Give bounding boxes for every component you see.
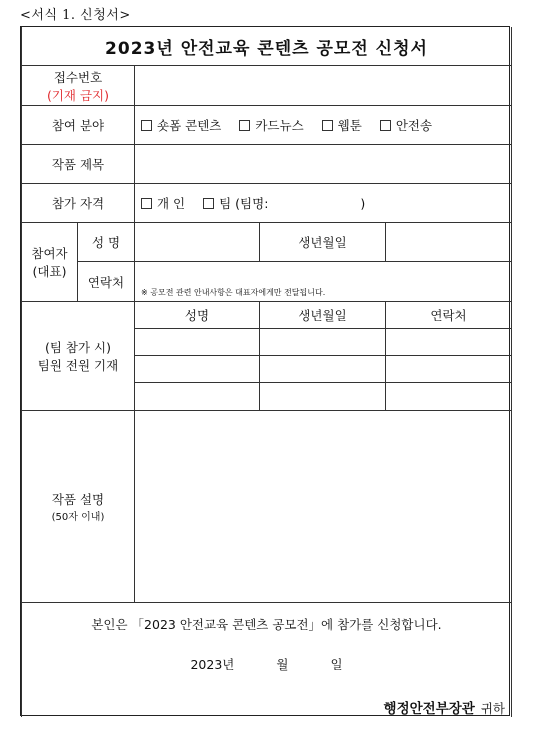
- recipient-line: [22, 697, 511, 717]
- category-options: [135, 106, 512, 145]
- work-title-label: 작품 제목: [22, 145, 135, 184]
- participant-birth-field[interactable]: [386, 223, 512, 262]
- team-header-birth: 생년월일: [260, 302, 386, 329]
- participant-label: 참여자 (대표): [22, 223, 78, 302]
- category-label: 참여 분야: [22, 106, 135, 145]
- application-date: [22, 655, 511, 673]
- date-year: 2023년: [190, 657, 235, 672]
- category-option-cardnews[interactable]: 카드뉴스: [239, 116, 303, 134]
- team-member-contact-field[interactable]: [386, 356, 512, 383]
- receipt-number-text: 접수번호: [53, 69, 103, 85]
- team-member-name-field[interactable]: [135, 356, 260, 383]
- participant-contact-field[interactable]: [135, 262, 512, 302]
- description-label: 작품 설명 (50자 이내): [22, 411, 135, 603]
- qualification-options: [135, 184, 512, 223]
- participant-contact-label: 연락처: [78, 262, 135, 302]
- team-members-label: (팀 참가 시) 팀원 전원 기재: [22, 302, 135, 411]
- date-month: 월: [276, 657, 289, 672]
- recipient-name: 행정안전부장관: [383, 701, 475, 717]
- checkbox-icon[interactable]: [203, 198, 214, 209]
- receipt-number-field: [135, 66, 512, 106]
- declaration-text: 본인은 「2023 안전교육 콘텐츠 공모전」에 참가를 신청합니다.: [91, 617, 442, 632]
- team-name-close-paren: ): [360, 196, 366, 211]
- team-header-contact: 연락처: [386, 302, 512, 329]
- work-title-field[interactable]: [135, 145, 512, 184]
- qualification-option-team[interactable]: 팀 (팀명:: [203, 194, 268, 212]
- checkbox-icon[interactable]: [380, 120, 391, 131]
- team-header-name: 성명: [135, 302, 260, 329]
- checkbox-icon[interactable]: [239, 120, 250, 131]
- qualification-option-individual[interactable]: 개 인: [141, 194, 185, 212]
- description-field[interactable]: [135, 411, 512, 603]
- participant-name-field[interactable]: [135, 223, 260, 262]
- checkbox-icon[interactable]: [141, 198, 152, 209]
- participant-birth-label: 생년월일: [260, 223, 386, 262]
- team-member-name-field[interactable]: [135, 329, 260, 356]
- form-title: 2023년 안전교육 콘텐츠 공모전 신청서: [22, 27, 512, 66]
- category-option-webtoon[interactable]: 웹툰: [322, 116, 362, 134]
- contact-note: ※ 공모전 관련 안내사항은 대표자에게만 전달됩니다.: [141, 288, 326, 297]
- receipt-note: (기재 금지): [46, 87, 110, 103]
- team-member-birth-field[interactable]: [260, 356, 386, 383]
- declaration-section: [22, 603, 512, 718]
- category-option-shortform[interactable]: 숏폼 콘텐츠: [141, 116, 221, 134]
- participant-name-label: 성 명: [78, 223, 135, 262]
- team-member-birth-field[interactable]: [260, 383, 386, 411]
- application-form: [20, 26, 510, 716]
- form-table: [21, 27, 512, 717]
- form-number-label: <서식 1. 신청서>: [20, 8, 131, 23]
- date-day: 일: [330, 657, 343, 672]
- team-member-contact-field[interactable]: [386, 329, 512, 356]
- recipient-honorific: 귀하: [480, 701, 505, 716]
- team-member-name-field[interactable]: [135, 383, 260, 411]
- category-option-safety-song[interactable]: 안전송: [380, 116, 432, 134]
- qualification-label: 참가 자격: [22, 184, 135, 223]
- team-member-contact-field[interactable]: [386, 383, 512, 411]
- receipt-number-label: [22, 66, 135, 106]
- team-member-birth-field[interactable]: [260, 329, 386, 356]
- checkbox-icon[interactable]: [322, 120, 333, 131]
- checkbox-icon[interactable]: [141, 120, 152, 131]
